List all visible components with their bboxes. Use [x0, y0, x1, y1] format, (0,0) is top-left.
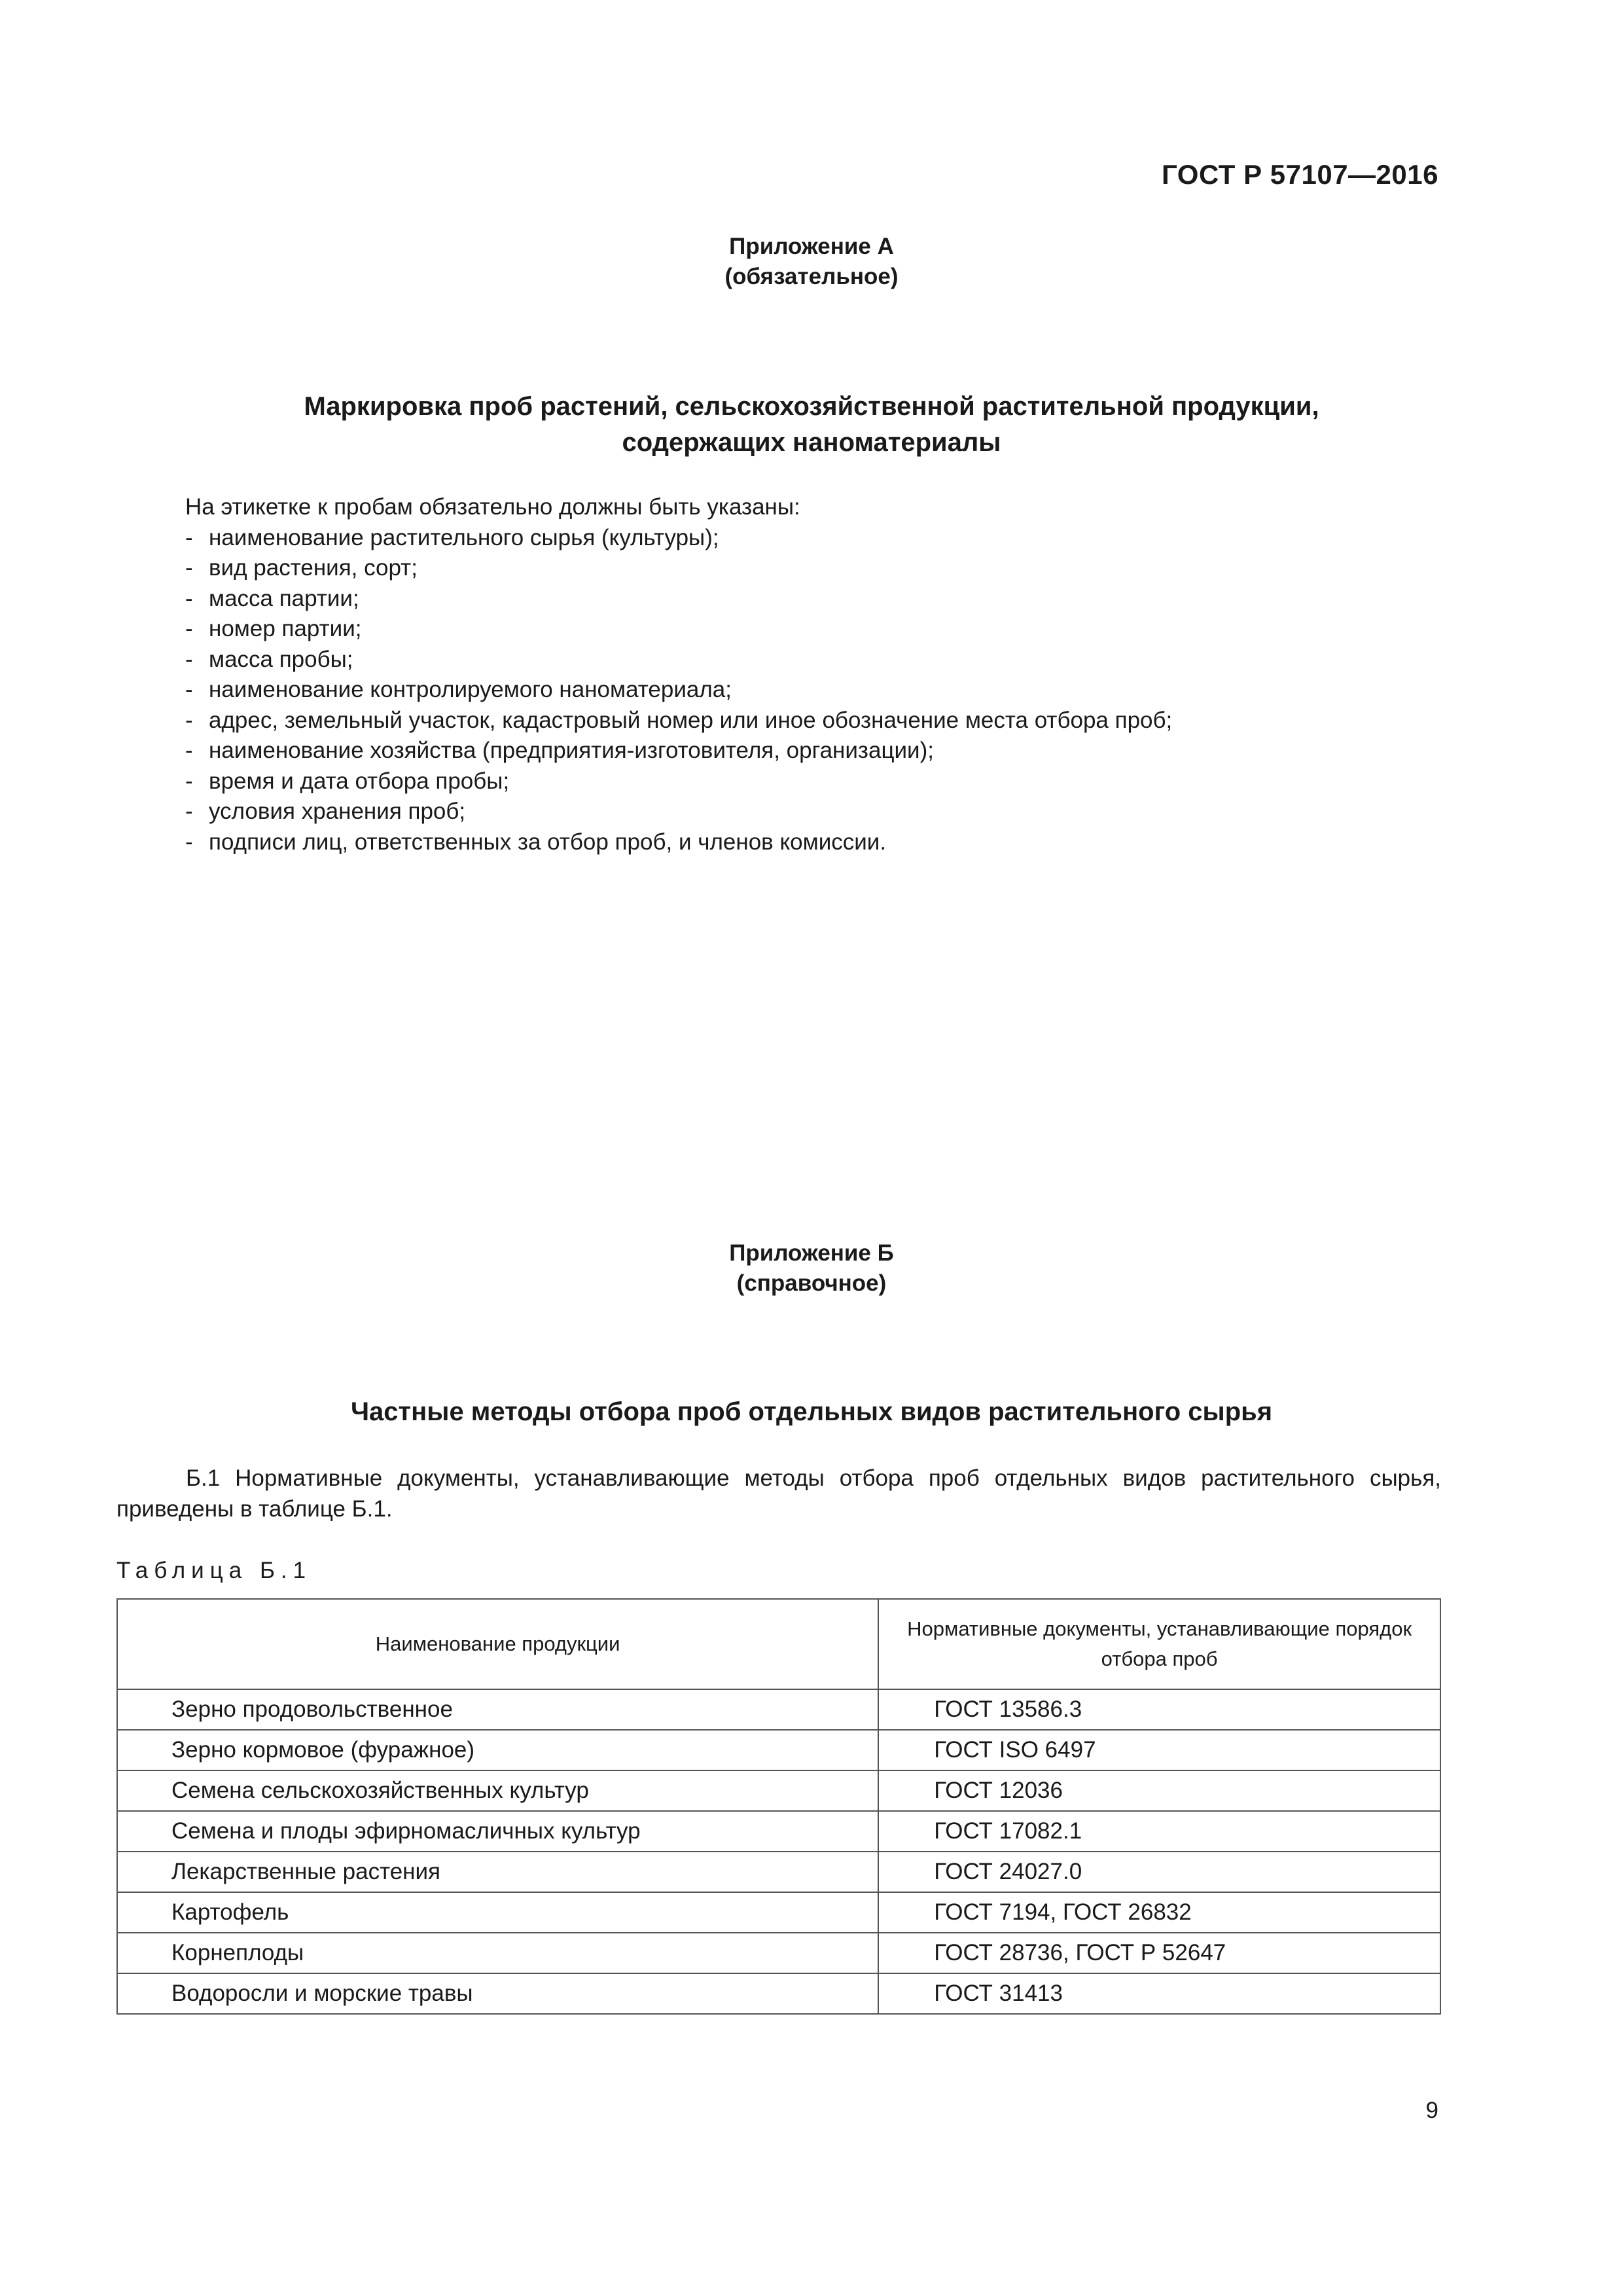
cell-product: Зерно кормовое (фуражное) — [117, 1730, 878, 1770]
annex-a-title-line2: содержащих наноматериалы — [622, 428, 1001, 457]
page-number: 9 — [1425, 2098, 1438, 2123]
list-item-text: наименование контролируемого наноматериала; — [209, 677, 732, 702]
cell-docs: ГОСТ 12036 — [878, 1770, 1440, 1811]
list-item: - наименование растительного сырья (культуры); — [185, 524, 719, 550]
annex-b-status: (справочное) — [736, 1270, 887, 1296]
cell-docs: ГОСТ 7194, ГОСТ 26832 — [878, 1892, 1440, 1933]
cell-product: Водоросли и морские травы — [117, 1973, 878, 2014]
cell-docs: ГОСТ ISO 6497 — [878, 1730, 1440, 1770]
table-row — [117, 1852, 1440, 1892]
list-item: - условия хранения проб; — [185, 798, 466, 824]
list-item: - время и дата отбора пробы; — [185, 768, 510, 794]
standard-code: ГОСТ Р 57107—2016 — [1162, 159, 1438, 190]
cell-docs: ГОСТ 24027.0 — [878, 1852, 1440, 1892]
annex-a-heading-block — [0, 232, 1623, 292]
header-product: Наименование продукции — [117, 1599, 878, 1689]
list-item-text: масса пробы; — [209, 646, 353, 672]
list-item-text: время и дата отбора пробы; — [209, 768, 510, 794]
list-item-text: номер партии; — [209, 616, 362, 641]
label-requirements — [185, 492, 1429, 857]
annex-b-heading: Приложение Б — [729, 1240, 894, 1266]
table-row — [117, 1730, 1440, 1770]
list-item: - вид растения, сорт; — [185, 555, 418, 581]
list-item: - наименование хозяйства (предприятия-изготовителя, организации); — [185, 738, 934, 763]
cell-product: Корнеплоды — [117, 1933, 878, 1973]
list-item: - адрес, земельный участок, кадастровый номер или иное обозначение места отбора проб; — [185, 707, 1173, 733]
list-item: - номер партии; — [185, 616, 362, 641]
table-row — [117, 1892, 1440, 1933]
annex-a-status: (обязательное) — [724, 264, 899, 289]
list-item-text: подписи лиц, ответственных за отбор проб, и членов комиссии. — [209, 829, 887, 855]
table-b1 — [116, 1598, 1441, 2015]
cell-docs: ГОСТ 31413 — [878, 1973, 1440, 2014]
label-intro: На этикетке к пробам обязательно должны быть указаны: — [185, 494, 800, 520]
table-row — [117, 1689, 1440, 1730]
list-item: - масса пробы; — [185, 646, 353, 672]
annex-b-title: Частные методы отбора проб отдельных видов растительного сырья — [350, 1397, 1273, 1426]
table-caption: Таблица Б.1 — [116, 1558, 312, 1583]
list-item-text: условия хранения проб; — [209, 798, 466, 824]
list-item: - наименование контролируемого наноматериала; — [185, 677, 732, 702]
cell-product: Картофель — [117, 1892, 878, 1933]
cell-docs: ГОСТ 13586.3 — [878, 1689, 1440, 1730]
table-row — [117, 1811, 1440, 1852]
list-item: - подписи лиц, ответственных за отбор проб, и членов комиссии. — [185, 829, 887, 855]
annex-b-paragraph: Б.1 Нормативные документы, устанавливающие методы отбора проб отдельных видов растительного сырья, приведены в таблице Б.1. — [116, 1465, 1441, 1522]
cell-docs: ГОСТ 28736, ГОСТ Р 52647 — [878, 1933, 1440, 1973]
table-row — [117, 1770, 1440, 1811]
cell-product: Семена сельскохозяйственных культур — [117, 1770, 878, 1811]
list-item-text: наименование хозяйства (предприятия-изготовителя, организации); — [209, 738, 934, 763]
label-items-list — [185, 523, 1429, 858]
header-docs: Нормативные документы, устанавливающие порядок отбора проб — [878, 1599, 1440, 1689]
annex-a-heading: Приложение А — [729, 234, 894, 259]
cell-product: Зерно продовольственное — [117, 1689, 878, 1730]
cell-product: Лекарственные растения — [117, 1852, 878, 1892]
list-item-text: масса партии; — [209, 585, 359, 611]
cell-product: Семена и плоды эфирномасличных культур — [117, 1811, 878, 1852]
table-row — [117, 1933, 1440, 1973]
cell-docs: ГОСТ 17082.1 — [878, 1811, 1440, 1852]
list-item-text: наименование растительного сырья (культуры); — [209, 524, 719, 550]
list-item-text: вид растения, сорт; — [209, 555, 418, 581]
list-item-text: адрес, земельный участок, кадастровый номер или иное обозначение места отбора проб; — [209, 707, 1173, 733]
list-item: - масса партии; — [185, 585, 359, 611]
table-header-row — [117, 1599, 1440, 1689]
table-row — [117, 1973, 1440, 2014]
annex-b-heading-block — [0, 1238, 1623, 1299]
annex-a-title-line1: Маркировка проб растений, сельскохозяйственной растительной продукции, — [304, 392, 1319, 421]
annex-a-title — [0, 389, 1623, 461]
